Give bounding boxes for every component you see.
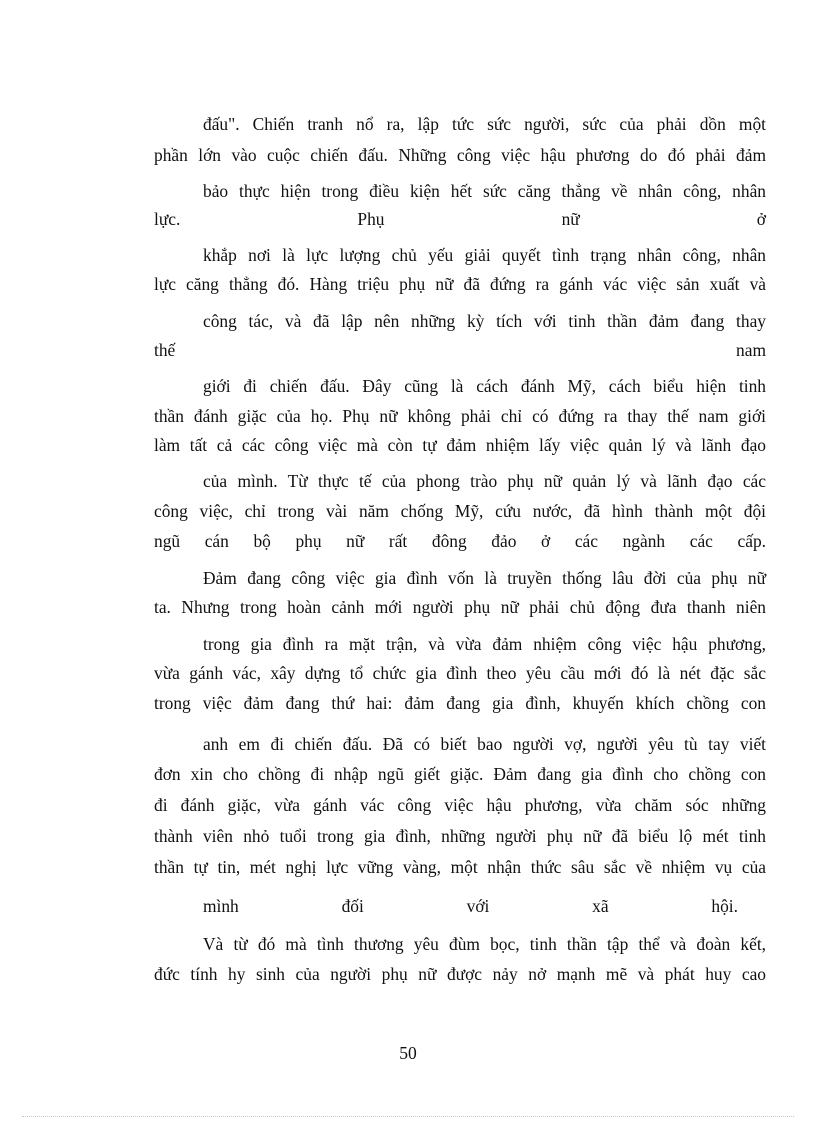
text-line: anh em đi chiến đấu. Đã có biết bao người vợ, người yêu tù tay viết: [203, 734, 766, 754]
text-line: vừa gánh vác, xây dựng tổ chức gia đình theo yêu cầu mới đó là nét đặc sắc: [154, 663, 766, 683]
text-line: giới đi chiến đấu. Đây cũng là cách đánh Mỹ, cách biểu hiện tinh: [203, 376, 766, 396]
text-line: bảo thực hiện trong điều kiện hết sức căng thẳng về nhân công, nhân: [203, 181, 766, 201]
text-line: thần đánh giặc của họ. Phụ nữ không phải chỉ có đứng ra thay thế nam giới: [154, 406, 766, 426]
text-line: công việc, chỉ trong vài năm chống Mỹ, cứu nước, đã hình thành một đội: [154, 501, 766, 521]
text-line: ngũ cán bộ phụ nữ rất đông đảo ở các ngành các cấp.: [154, 531, 766, 551]
text-line: thành viên nhỏ tuổi trong gia đình, những người phụ nữ đã biểu lộ mét tinh: [154, 826, 766, 846]
text-line: làm tất cả các công việc mà còn tự đảm nhiệm lấy việc quản lý và lãnh đạo: [154, 435, 766, 455]
text-line: của mình. Từ thực tế của phong trào phụ nữ quản lý và lãnh đạo các: [203, 471, 766, 491]
page-bottom-divider: [22, 1116, 794, 1117]
page-number: 50: [399, 1043, 417, 1063]
text-line: đấu". Chiến tranh nổ ra, lập tức sức người, sức của phải dồn một: [203, 114, 766, 134]
text-line: trong việc đảm đang thứ hai: đảm đang gia đình, khuyến khích chồng con: [154, 693, 766, 713]
text-line: phần lớn vào cuộc chiến đấu. Những công việc hậu phương do đó phải đảm: [154, 145, 766, 165]
text-line: đơn xin cho chồng đi nhập ngũ giết giặc. Đảm đang gia đình cho chồng con: [154, 764, 766, 784]
text-line: Đảm đang công việc gia đình vốn là truyền thống lâu đời của phụ nữ: [203, 568, 766, 588]
text-line: thần tự tin, mét nghị lực vững vàng, một nhận thức sâu sắc về nhiệm vụ của: [154, 857, 766, 877]
text-line: ta. Nhưng trong hoàn cảnh mới người phụ nữ phải chủ động đưa thanh niên: [154, 597, 766, 617]
text-line: đức tính hy sinh của người phụ nữ được nảy nở mạnh mẽ và phát huy cao: [154, 964, 766, 984]
text-line: đi đánh giặc, vừa gánh vác công việc hậu phương, vừa chăm sóc những: [154, 795, 766, 815]
text-line: lực. Phụ nữ ở: [154, 209, 766, 229]
text-line: công tác, và đã lập nên những kỳ tích với tinh thần đảm đang thay: [203, 311, 766, 331]
text-line: khắp nơi là lực lượng chủ yếu giải quyết tình trạng nhân công, nhân: [203, 245, 766, 265]
text-line: mình đối với xã hội.: [203, 896, 738, 916]
text-line: Và từ đó mà tình thương yêu đùm bọc, tinh thần tập thể và đoàn kết,: [203, 934, 766, 954]
text-line: lực căng thẳng đó. Hàng triệu phụ nữ đã đứng ra gánh vác việc sản xuất và: [154, 274, 766, 294]
text-line: thế nam: [154, 340, 766, 360]
text-line: trong gia đình ra mặt trận, và vừa đảm nhiệm công việc hậu phương,: [203, 634, 766, 654]
